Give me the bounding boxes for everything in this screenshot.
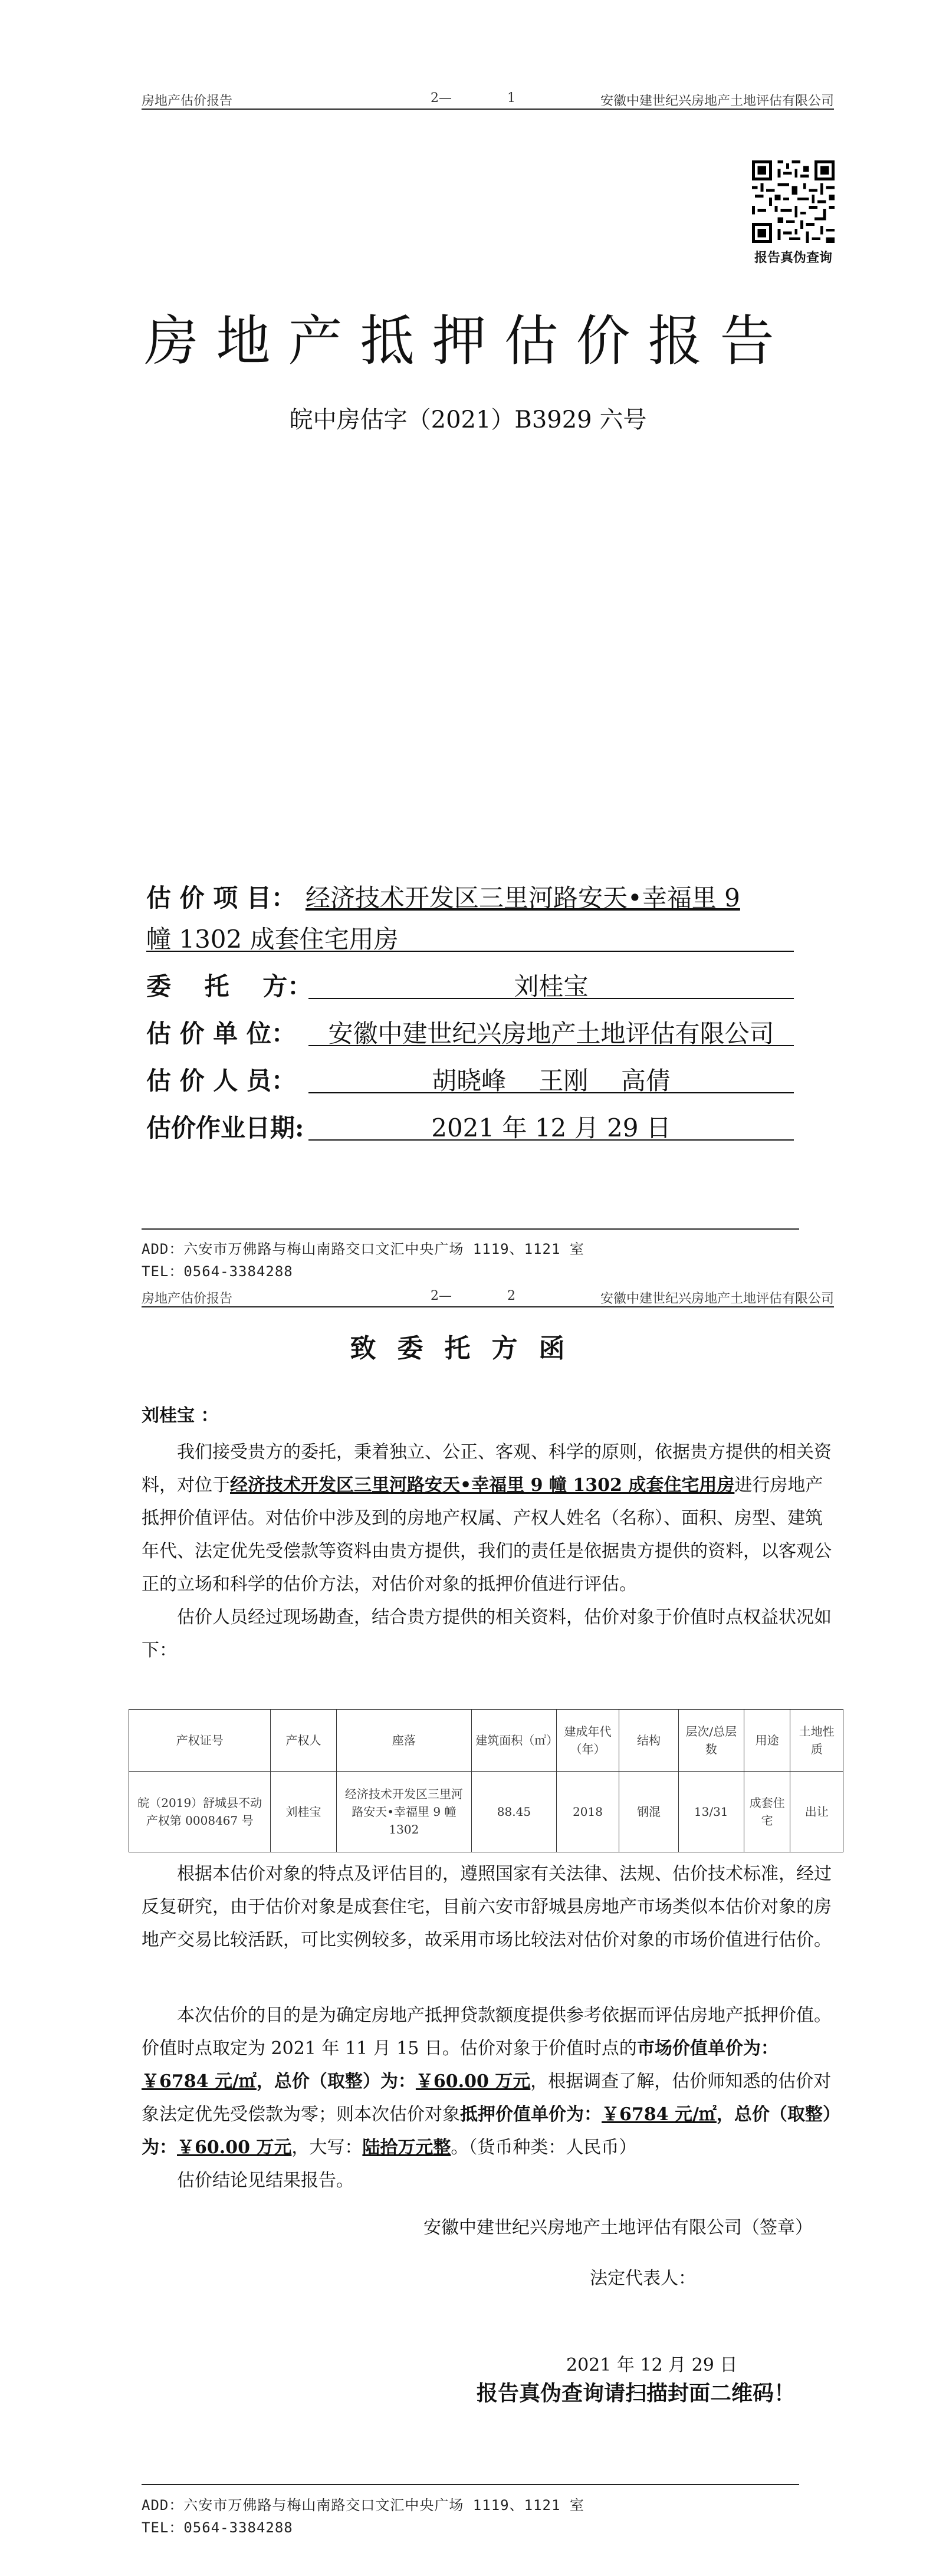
paragraph-intro <box>142 1436 832 1667</box>
mortgage-unit-label: 抵押价值单价为： <box>460 2104 602 2125</box>
field-unit-value: 安徽中建世纪兴房地产土地评估有限公司 <box>308 1014 794 1046</box>
mortgage-unit-price: ￥6784 元/㎡ <box>602 2104 717 2125</box>
report-title: 房地产抵押估价报告 <box>144 310 792 373</box>
col-floor: 层次/总层数 <box>678 1710 744 1772</box>
col-owner: 产权人 <box>271 1710 336 1772</box>
qr-code-icon[interactable] <box>752 160 835 243</box>
col-year: 建成年代（年） <box>556 1710 619 1772</box>
value-text-f: ，根据调查了解，估价师知悉的估价对象法定优先受偿款为零；则本次估价对象 <box>142 2071 832 2125</box>
field-project-value-line2: 幢 1302 成套住宅用房 <box>146 920 794 952</box>
cell-owner: 刘桂宝 <box>271 1772 336 1852</box>
cell-location: 经济技术开发区三里河路安天•幸福里 9 幢 1302 <box>336 1772 472 1852</box>
value-text-k: ，大写： <box>291 2137 363 2158</box>
col-land: 土地性质 <box>790 1710 843 1772</box>
market-unit-label: 市场价值单价为： <box>636 2038 779 2059</box>
cell-year: 2018 <box>556 1772 619 1852</box>
signature-company: 安徽中建世纪兴房地产土地评估有限公司（签章） <box>423 2217 813 2238</box>
method-text: 根据本估价对象的特点及评估目的，遵照国家有关法律、法规、估价技术标准，经过反复研究，由于估价对象是成套住宅，目前六安市舒城县房地产市场类似本估价对象的房地产交易比较活跃，可比实例较多，故采用市场比较法对估价对象的市场价值进行估价。 <box>142 1864 832 1950</box>
footer-rule <box>142 2484 799 2485</box>
field-client-value: 刘桂宝 <box>308 967 794 999</box>
col-location: 座落 <box>336 1710 472 1772</box>
property-table <box>129 1709 843 1852</box>
header-right: 安徽中建世纪兴房地产土地评估有限公司 <box>600 94 834 109</box>
report-number: 皖中房估字（2021）B3929 六号 <box>289 406 647 433</box>
table-row <box>129 1772 843 1852</box>
col-structure: 结构 <box>619 1710 678 1772</box>
conclusion-note: 估价结论见结果报告。 <box>177 2170 354 2191</box>
intro-text: 我们接受贵方的委托，秉着独立、公正、客观、科学的原则，依据贵方提供的相关资料，对位于 <box>142 1442 832 1496</box>
header-page-num: 2 <box>507 1289 515 1303</box>
currency-note: 。（货币种类：人民币） <box>451 2137 637 2158</box>
market-total-label: ，总价（取整）为： <box>256 2071 416 2092</box>
cell-floor: 13/31 <box>678 1772 744 1852</box>
page-header <box>142 1289 834 1307</box>
intro-property: 经济技术开发区三里河路安天•幸福里 9 幢 1302 成套住宅用房 <box>230 1475 735 1496</box>
col-use: 用途 <box>744 1710 790 1772</box>
cell-land: 出让 <box>790 1772 843 1852</box>
col-area: 建筑面积（㎡） <box>472 1710 556 1772</box>
signature-date: 2021 年 12 月 29 日 <box>566 2355 738 2375</box>
footer-tel: TEL：0564-3384288 <box>142 1263 293 1280</box>
salutation: 刘桂宝 ： <box>142 1405 219 1426</box>
footer-address: ADD：六安市万佛路与梅山南路交口文汇中央广场 1119、1121 室 <box>142 2497 584 2513</box>
qr-caption: 报告真伪查询 <box>754 250 832 265</box>
market-total-price: ￥60.00 万元 <box>415 2071 531 2092</box>
cell-structure: 钢混 <box>619 1772 678 1852</box>
header-page-num: 1 <box>507 91 515 106</box>
footer-address: ADD：六安市万佛路与梅山南路交口文汇中央广场 1119、1121 室 <box>142 1241 584 1257</box>
field-project-value-line1: 经济技术开发区三里河路安天•幸福里 9 <box>306 883 740 912</box>
field-appraisers-value: 胡晓峰 王刚 高倩 <box>308 1062 794 1093</box>
letter-title: 致委托方函 <box>350 1333 586 1363</box>
verification-note: 报告真伪查询请扫描封面二维码！ <box>477 2381 796 2406</box>
col-cert: 产权证号 <box>129 1710 271 1772</box>
field-date-value: 2021 年 12 月 29 日 <box>308 1109 794 1141</box>
field-project-label: 估 价 项 目： <box>146 883 296 912</box>
table-header-row <box>129 1710 843 1772</box>
header-page-mark: 2— <box>431 1289 452 1303</box>
field-unit-label: 估 价 单 位： <box>146 1019 296 1048</box>
header-left: 房地产估价报告 <box>142 1292 233 1306</box>
mortgage-total-label: ，总价（取整）为： <box>142 2104 832 2158</box>
header-left: 房地产估价报告 <box>142 94 233 109</box>
header-page-mark: 2— <box>431 91 452 106</box>
paragraph-survey: 估价人员经过现场勘查，结合贵方提供的相关资料，估价对象于价值时点权益状况如下： <box>142 1607 832 1661</box>
legal-representative: 法定代表人： <box>590 2268 696 2289</box>
cell-cert: 皖（2019）舒城县不动产权第 0008467 号 <box>129 1772 271 1852</box>
mortgage-total-price: ￥60.00 万元 <box>177 2137 292 2158</box>
field-appraisers-label: 估 价 人 员： <box>146 1066 296 1095</box>
paragraph-method <box>142 1858 832 1957</box>
intro-text-cont: 进行房地产抵押价值评估。对估价中涉及到的房地产权属、产权人姓名（名称）、面积、房型、建筑年代、法定优先受偿款等资料由贵方提供，我们的责任是依据贵方提供的资料，以客观公正的立场和科学的估价方法，对估价对象的抵押价值进行评估。 <box>142 1475 832 1595</box>
cell-area: 88.45 <box>472 1772 556 1852</box>
value-text-a: 本次估价的目的是为确定房地产抵押贷款额度提供参考依据而评估房地产抵押价值。价值时点取定为 2021 年 11 月 15 日。估价对象于价值时点的 <box>142 2005 832 2059</box>
paragraph-value <box>142 1999 832 2197</box>
cell-use: 成套住宅 <box>744 1772 790 1852</box>
amount-in-words: 陆拾万元整 <box>362 2137 451 2158</box>
page-header <box>142 91 834 110</box>
field-client-label: 委 托 方： <box>146 972 313 1001</box>
header-right: 安徽中建世纪兴房地产土地评估有限公司 <box>600 1292 834 1306</box>
market-unit-price: ￥6784 元/㎡ <box>142 2071 257 2092</box>
field-date-label: 估价作业日期: <box>146 1113 304 1142</box>
footer-rule <box>142 1228 799 1230</box>
footer-tel: TEL：0564-3384288 <box>142 2519 293 2536</box>
